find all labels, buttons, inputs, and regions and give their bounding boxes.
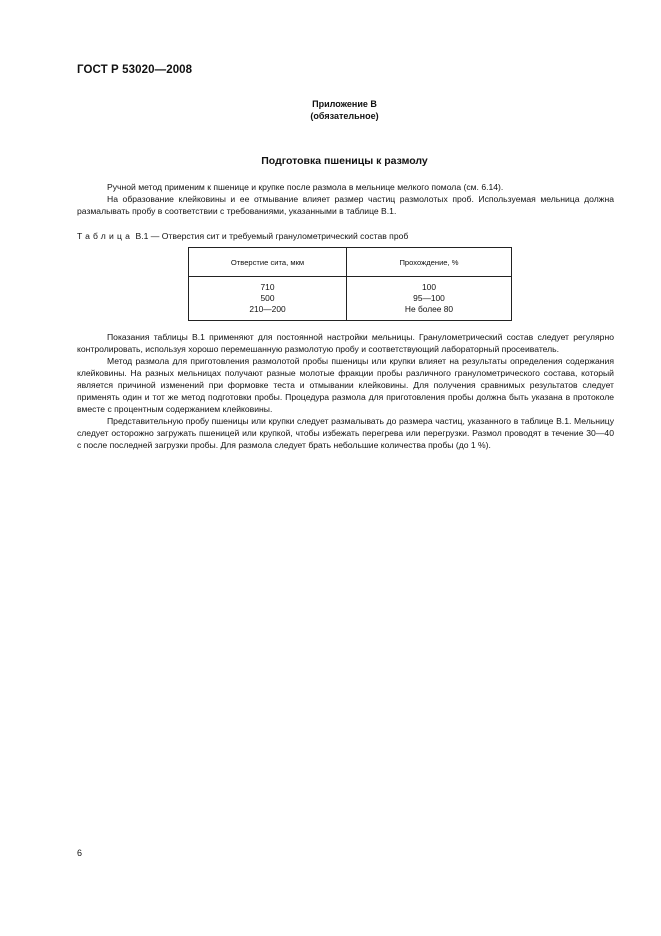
passage-value: Не более 80 [404,304,454,314]
section-title: Подготовка пшеницы к размолу [261,155,428,167]
page-number: 6 [77,848,83,858]
sieve-value: 210—200 [249,304,286,314]
document-code: ГОСТ Р 53020—2008 [77,64,193,76]
sieve-value: 710 [260,282,275,292]
table-header-row [189,248,512,277]
annex-status: (обязательное) [310,111,379,121]
table-caption-prefix: Таблица [77,231,134,241]
passage-value: 100 [422,282,436,292]
annex-title: Приложение В [312,99,377,109]
body-paragraph-2: Метод размола для приготовления размолотой пробы пшеницы или крупки влияет на результаты определения содержания клейковины. На разных мельницах получают разные молотые фракции пробы различного гранулометрического состава, который является причиной изменений при формовке теста и отмывании клейковины. Для получения сравнимых результатов следует применять один и тот же метод подготовки пробы. Процедура размола для приготовления пробы должна быть указана в протоколе вместе с процентным содержанием клейковины. [77,356,614,414]
intro-text [77,181,614,217]
passage-value: 95—100 [413,293,445,303]
table-header-passage: Прохождение, % [347,248,512,277]
intro-paragraph-1: Ручной метод применим к пшенице и крупке после размола в мельнице мелкого помола (см. 6.14). [107,182,504,192]
intro-paragraph-2: На образование клейковины и ее отмывание влияет размер частиц размолотых проб. Используемая мельница должна размалывать пробу в соответствии с требованиями, указанными в таблице В.1. [77,194,614,216]
annex-heading [0,98,661,122]
body-paragraph-1: Показания таблицы В.1 применяют для постоянной настройки мельницы. Гранулометрический состав следует регулярно контролировать, используя хорошо перемешанную размолотую пробу и соответствующий лабораторный просеиватель. [77,332,614,354]
table-cell-sieve [189,277,347,321]
body-text [77,331,614,451]
sieve-value: 500 [260,293,275,303]
table-row [189,277,512,321]
table-header-sieve: Отверстие сита, мкм [189,248,347,277]
body-paragraph-3: Представительную пробу пшеницы или крупки следует размалывать до размера частиц, указанного в таблице В.1. Мельницу следует осторожно загружать пшеницей или крупкой, чтобы избежать перегрева или перегрузки. Размол проводят в течение 30—40 с после последней загрузки пробы. Для размола следует брать небольшие количества пробы (до 1 %). [77,416,614,450]
sieve-table [188,247,512,321]
table-caption [77,230,408,242]
table-caption-text: В.1 — Отверстия сит и требуемый гранулометрический состав проб [135,231,409,241]
table-cell-passage [347,277,512,321]
